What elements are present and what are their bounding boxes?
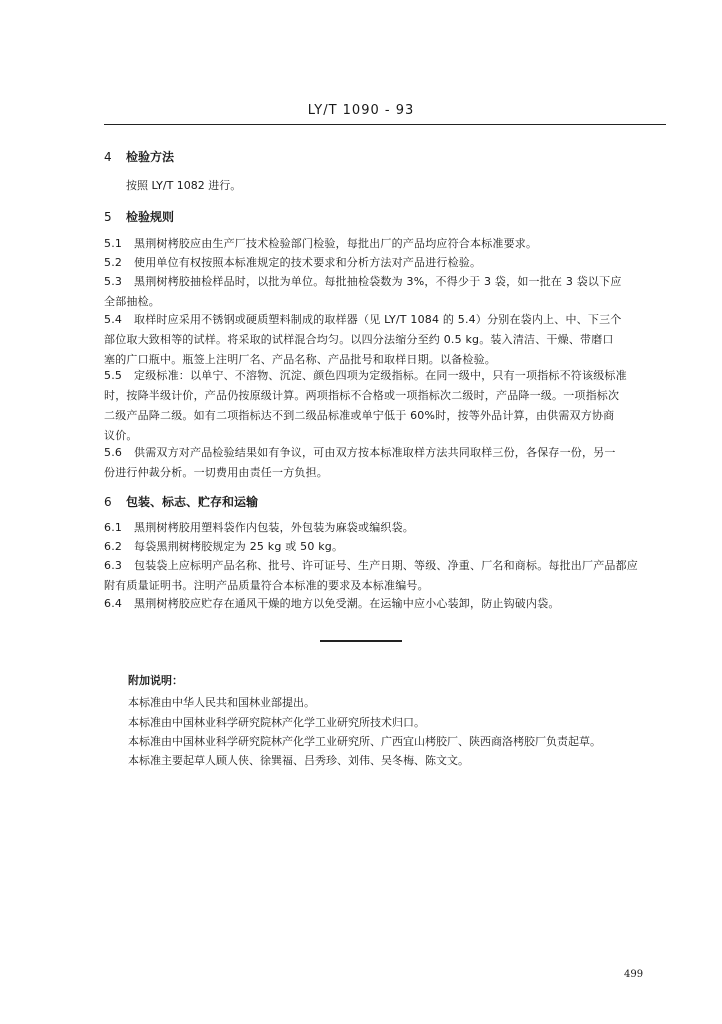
header-rule	[104, 124, 666, 125]
clause-line: 供需双方对产品检验结果如有争议，可由双方按本标准取样方法共同取样三份，各保存一份，另一	[134, 446, 616, 459]
note-line: 本标准由中国林业科学研究院林产化学工业研究所技术归口。	[128, 716, 425, 729]
clause-line: 时，按降半级计价，产品仍按原级计算。两项指标不合格或一项指标次二级时，产品降一级。一项指标次	[104, 389, 620, 402]
clause-number: 6.2	[104, 540, 123, 553]
end-rule	[320, 640, 402, 642]
clause-5-3	[104, 272, 666, 312]
page-number: 499	[624, 969, 644, 980]
clause-line: 包装袋上应标明产品名称、批号、许可证号、生产日期、等级、净重、厂名和商标。每批出厂产品都应	[134, 559, 638, 572]
section-5-title: 检验规则	[126, 210, 175, 224]
clause-6-1	[104, 518, 666, 538]
clause-number: 6.1	[104, 521, 123, 534]
section-4-text: 按照 LY/T 1082 进行。	[126, 179, 242, 192]
clause-number: 5.1	[104, 237, 123, 250]
section-6-title: 包装、标志、贮存和运输	[126, 495, 259, 509]
clause-number: 5.3	[104, 275, 123, 288]
clause-line: 议价。	[104, 429, 138, 442]
notes-title: 附加说明：	[128, 674, 183, 687]
note-line: 本标准由中华人民共和国林业部提出。	[128, 696, 315, 709]
clause-6-2	[104, 537, 666, 557]
note-line: 本标准由中国林业科学研究院林产化学工业研究所、广西宜山栲胶厂、陕西商洛栲胶厂负责起草。	[128, 735, 601, 748]
clause-line: 部位取大致相等的试样。将采取的试样混合均匀。以四分法缩分至约 0.5 kg。装入清洁、干燥、带磨口	[104, 333, 614, 346]
note-line: 本标准主要起草人顾人侠、徐巽福、吕秀珍、刘伟、吴冬梅、陈文文。	[128, 754, 469, 767]
clause-line: 黑荆树栲胶应由生产厂技术检验部门检验，每批出厂的产品均应符合本标准要求。	[134, 237, 538, 250]
clause-line: 份进行仲裁分析。一切费用由责任一方负担。	[104, 466, 328, 479]
clause-line: 使用单位有权按照本标准规定的技术要求和分析方法对产品进行检验。	[134, 256, 482, 269]
clause-line: 附有质量证明书。注明产品质量符合本标准的要求及本标准编号。	[104, 579, 429, 592]
clause-number: 5.5	[104, 369, 123, 382]
section-6-heading	[104, 493, 258, 510]
clause-line: 二级产品降二级。如有二项指标达不到二级品标准或单宁低于 60%时，按等外品计算，由供需双方协商	[104, 409, 615, 422]
clause-6-4	[104, 594, 666, 614]
clause-number: 5.6	[104, 446, 123, 459]
clause-number: 6.4	[104, 597, 123, 610]
clause-5-1	[104, 234, 666, 254]
clause-line: 塞的广口瓶中。瓶签上注明厂名、产品名称、产品批号和取样日期。以备检验。	[104, 353, 496, 366]
clause-number: 6.3	[104, 559, 123, 572]
document-code-header: LY/T 1090 - 93	[307, 103, 415, 118]
clause-line: 全部抽检。	[104, 295, 160, 308]
section-5-number: 5	[104, 210, 112, 224]
clause-6-3	[104, 556, 666, 596]
clause-number: 5.4	[104, 313, 123, 326]
clause-line: 定级标准：以单宁、不溶物、沉淀、颜色四项为定级指标。在同一级中，只有一项指标不符该级标准	[134, 369, 627, 382]
section-6-number: 6	[104, 495, 112, 509]
section-4-number: 4	[104, 150, 112, 164]
section-4-heading	[104, 148, 174, 165]
clause-5-2	[104, 253, 666, 273]
clause-5-5	[104, 366, 666, 446]
section-5-heading	[104, 208, 174, 225]
section-4-title: 检验方法	[126, 150, 175, 164]
clause-5-4	[104, 310, 666, 370]
clause-number: 5.2	[104, 256, 123, 269]
clause-line: 取样时应采用不锈钢或硬质塑料制成的取样器（见 LY/T 1084 的 5.4）分别在袋内上、中、下三个	[134, 313, 622, 326]
clause-line: 黑荆树栲胶用塑料袋作内包装，外包装为麻袋或编织袋。	[134, 521, 414, 534]
clause-line: 黑荆树栲胶抽检样品时，以批为单位。每批抽检袋数为 3%，不得少于 3 袋，如一批在 3 袋以下应	[134, 275, 622, 288]
clause-line: 每袋黑荆树栲胶规定为 25 kg 或 50 kg。	[134, 540, 344, 553]
clause-line: 黑荆树栲胶应贮存在通风干燥的地方以免受潮。在运输中应小心装卸，防止钩破内袋。	[134, 597, 560, 610]
clause-5-6	[104, 443, 666, 483]
